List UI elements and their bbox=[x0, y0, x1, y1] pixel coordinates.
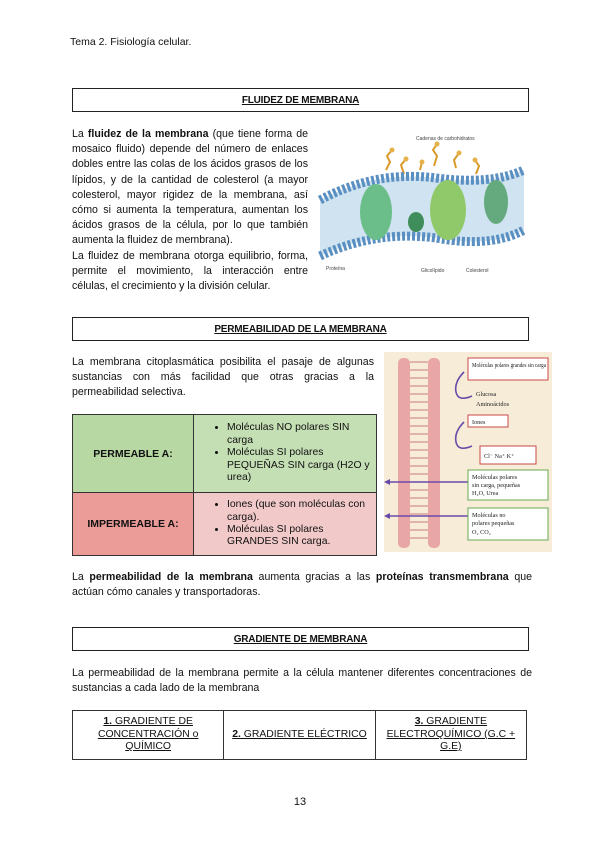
figure-label-carbohydrates: Cadenas de carbohidratos bbox=[416, 136, 475, 142]
gradient-cell-electric: 2. GRADIENTE ELÉCTRICO bbox=[224, 711, 375, 760]
fluid-mosaic-membrane-illustration bbox=[316, 130, 528, 280]
figure-label-ions: Iones bbox=[472, 419, 486, 426]
section-title-text: FLUIDEZ DE MEMBRANA bbox=[241, 94, 360, 106]
figure-label-ion-list: Cl⁻ Na⁺ K⁺ bbox=[484, 453, 515, 460]
section-title-fluidez bbox=[72, 88, 529, 112]
table-row bbox=[73, 493, 377, 556]
figure-label-gases: O₂ CO₂ bbox=[472, 529, 491, 536]
fluidez-paragraph: La fluidez de la membrana (que tiene forma de mosaico fluido) depende del número de enlaces dobles entre las colas de los ácidos grasos de los lípidos, y de la cantidad de colesterol (a mayor colesterol, mayor rigidez de la membrana, así cómo si aumenta la temperatura, aumentan los ácidos grasos de la célula, por lo que también aumenta la fluidez de membrana). La fluidez de membrana otorga equilibrio, forma, permite el movimiento, la interacción entre células, el crecimiento y la división celular. bbox=[72, 128, 308, 293]
figure-label-cholesterol: Colesterol bbox=[466, 268, 489, 274]
list-item: • Iones (que son moléculas con carga). bbox=[227, 499, 375, 524]
figure-label-water-urea: H₂O, Urea bbox=[472, 490, 499, 497]
list-item: • Moléculas SI polares GRANDES SIN carga. bbox=[227, 524, 375, 549]
figure-label-nonpolar: Moléculas no bbox=[472, 512, 506, 519]
figure-label-glucose: Glucosa bbox=[476, 391, 497, 398]
bold-term: permeabilidad de la membrana bbox=[89, 571, 253, 583]
permeable-list-cell bbox=[194, 415, 377, 493]
list-item: • Moléculas NO polares SIN carga bbox=[227, 422, 375, 447]
figure-label-large-polar: Moléculas polares grandes sin carga bbox=[472, 362, 547, 369]
section-title-text: PERMEABILIDAD DE LA MEMBRANA bbox=[214, 323, 387, 335]
gradient-cell-chemical: 1. GRADIENTE DE CONCENTRACIÓN o QUÍMICO bbox=[73, 711, 224, 760]
figure-label-aminoacids: Aminoácidos bbox=[476, 401, 509, 408]
gradiente-intro: La permeabilidad de la membrana permite a la célula mantener diferentes concentraciones de sustancias a cada lado de la membrana bbox=[72, 667, 532, 695]
gradient-table bbox=[72, 710, 527, 760]
impermeable-list-cell bbox=[194, 493, 377, 556]
page-header: Tema 2. Fisiología celular. bbox=[70, 36, 192, 48]
table-row bbox=[73, 711, 527, 760]
list-item: • Moléculas SI polares PEQUEÑAS SIN carga (H2O y urea) bbox=[227, 447, 375, 484]
permeability-table bbox=[72, 414, 377, 556]
section-title-permeabilidad bbox=[72, 317, 529, 341]
table-row bbox=[73, 415, 377, 493]
section-title-text: GRADIENTE DE MEMBRANA bbox=[233, 633, 368, 645]
page-number: 13 bbox=[293, 796, 307, 808]
fluidez-paragraph-2: La fluidez de membrana otorga equilibrio, forma, permite el movimiento, la interacción entre células, el crecimiento y la división celular. bbox=[72, 249, 308, 293]
figure-label-small-polar-2: sin carga, pequeñas bbox=[472, 482, 521, 489]
permeabilidad-closing: La permeabilidad de la membrana aumenta gracias a las proteínas transmembrana que actúan cómo canales y transportadoras. bbox=[72, 571, 532, 599]
impermeable-label: IMPERMEABLE A: bbox=[73, 493, 194, 556]
figure-label-nonpolar-2: polares pequeñas bbox=[472, 520, 515, 527]
section-title-gradiente bbox=[72, 627, 529, 651]
figure-label-glycolipid: Glicolípido bbox=[421, 268, 445, 274]
bold-term: fluidez de la membrana bbox=[87, 128, 209, 140]
figure-label-protein: Proteína bbox=[326, 266, 345, 272]
figure-label-small-polar: Moléculas polares bbox=[472, 474, 518, 481]
permeable-label: PERMEABLE A: bbox=[73, 415, 194, 493]
gradient-cell-electrochemical: 3. GRADIENTE ELECTROQUÍMICO (G.C + G.E) bbox=[375, 711, 526, 760]
bold-term: proteínas transmembrana bbox=[375, 571, 509, 583]
membrane-permeability-diagram bbox=[384, 352, 552, 552]
permeabilidad-intro: La membrana citoplasmática posibilita el pasaje de algunas sustancias con más facilidad que otras gracias a la permeabilidad selectiva. bbox=[72, 356, 374, 399]
